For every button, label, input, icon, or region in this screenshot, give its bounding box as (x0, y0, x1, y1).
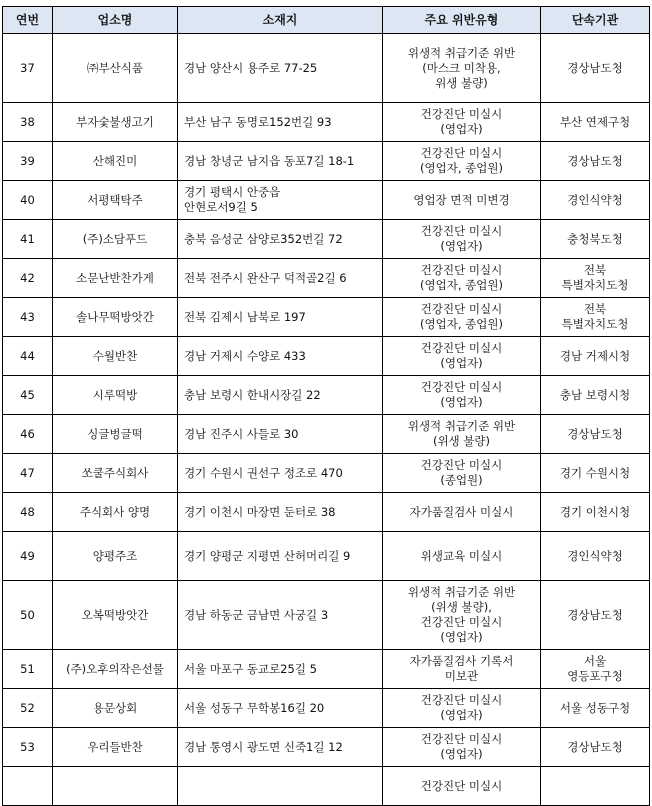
enforcement-agency (541, 767, 650, 806)
table-row (3, 337, 650, 376)
row-number: 50 (3, 581, 53, 650)
violation-type: 건강진단 미실시 (영업자) (383, 728, 541, 767)
address: 경남 양산시 용주로 77-25 (178, 34, 383, 103)
address: 전북 전주시 완산구 덕적골2길 6 (178, 259, 383, 298)
table-header-row (3, 7, 650, 34)
violation-type: 건강진단 미실시 (영업자, 종업원) (383, 298, 541, 337)
enforcement-agency: 경상남도청 (541, 34, 650, 103)
row-number: 46 (3, 415, 53, 454)
enforcement-agency: 경상남도청 (541, 581, 650, 650)
enforcement-agency: 전북 특별자치도청 (541, 259, 650, 298)
business-name: 소문난반찬가게 (53, 259, 178, 298)
violation-type: 위생적 취급기준 위반 (위생 불량), 건강진단 미실시 (영업자) (383, 581, 541, 650)
address: 경기 수원시 권선구 정조로 470 (178, 454, 383, 493)
row-number: 48 (3, 493, 53, 532)
address: 경기 이천시 마장면 둔터로 38 (178, 493, 383, 532)
row-number: 43 (3, 298, 53, 337)
business-name: 양평주조 (53, 532, 178, 581)
business-name (53, 767, 178, 806)
enforcement-agency: 충남 보령시청 (541, 376, 650, 415)
address: 충북 음성군 삼양로352번길 72 (178, 220, 383, 259)
table-row (3, 376, 650, 415)
address: 부산 남구 동명로152번길 93 (178, 103, 383, 142)
violation-type: 건강진단 미실시 (영업자) (383, 376, 541, 415)
table-row (3, 728, 650, 767)
business-name: 싱글벙글떡 (53, 415, 178, 454)
violation-type: 건강진단 미실시 (영업자, 종업원) (383, 259, 541, 298)
violation-table (2, 6, 650, 806)
business-name: 시루떡방 (53, 376, 178, 415)
row-number (3, 767, 53, 806)
violation-type: 위생교육 미실시 (383, 532, 541, 581)
table-row (3, 298, 650, 337)
violation-type: 건강진단 미실시 (영업자) (383, 337, 541, 376)
address: 서울 마포구 동교로25길 5 (178, 650, 383, 689)
business-name: 주식회사 양명 (53, 493, 178, 532)
address (178, 767, 383, 806)
violation-type: 건강진단 미실시 (383, 767, 541, 806)
table-row (3, 142, 650, 181)
violation-type: 위생적 취급기준 위반 (위생 불량) (383, 415, 541, 454)
table-row (3, 454, 650, 493)
row-number: 39 (3, 142, 53, 181)
address: 경남 창녕군 남지읍 동포7길 18-1 (178, 142, 383, 181)
violation-type: 건강진단 미실시 (영업자) (383, 689, 541, 728)
header-address: 소재지 (178, 7, 383, 34)
address: 경기 양평군 지평면 산허머리길 9 (178, 532, 383, 581)
enforcement-agency: 전북 특별자치도청 (541, 298, 650, 337)
row-number: 42 (3, 259, 53, 298)
business-name: 오복떡방앗간 (53, 581, 178, 650)
business-name: 수월반찬 (53, 337, 178, 376)
address: 서울 성동구 무학봉16길 20 (178, 689, 383, 728)
table-row (3, 493, 650, 532)
header-violation-type: 주요 위반유형 (383, 7, 541, 34)
business-name: 솔나무떡방앗간 (53, 298, 178, 337)
enforcement-agency: 부산 연제구청 (541, 103, 650, 142)
table-row (3, 650, 650, 689)
enforcement-agency: 경남 거제시청 (541, 337, 650, 376)
business-name: 우리들반찬 (53, 728, 178, 767)
address: 경남 통영시 광도면 신죽1길 12 (178, 728, 383, 767)
business-name: 용문상회 (53, 689, 178, 728)
row-number: 37 (3, 34, 53, 103)
header-number: 연번 (3, 7, 53, 34)
header-enforcement-agency: 단속기관 (541, 7, 650, 34)
row-number: 51 (3, 650, 53, 689)
enforcement-agency: 경기 수원시청 (541, 454, 650, 493)
row-number: 44 (3, 337, 53, 376)
table-row (3, 532, 650, 581)
row-number: 52 (3, 689, 53, 728)
table-row (3, 220, 650, 259)
address: 전북 김제시 남북로 197 (178, 298, 383, 337)
address: 경남 하동군 금남면 사궁길 3 (178, 581, 383, 650)
business-name: (주)소담푸드 (53, 220, 178, 259)
enforcement-agency: 충청북도청 (541, 220, 650, 259)
table-row (3, 103, 650, 142)
enforcement-agency: 경상남도청 (541, 142, 650, 181)
enforcement-agency: 경인식약청 (541, 181, 650, 220)
row-number: 38 (3, 103, 53, 142)
table-row (3, 767, 650, 806)
enforcement-agency: 경인식약청 (541, 532, 650, 581)
violation-type: 자가품질검사 미실시 (383, 493, 541, 532)
row-number: 45 (3, 376, 53, 415)
violation-type: 건강진단 미실시 (영업자) (383, 103, 541, 142)
row-number: 47 (3, 454, 53, 493)
violation-type: 위생적 취급기준 위반 (마스크 미착용, 위생 불량) (383, 34, 541, 103)
table-row (3, 259, 650, 298)
address: 경남 거제시 수양로 433 (178, 337, 383, 376)
address: 충남 보령시 한내시장길 22 (178, 376, 383, 415)
row-number: 41 (3, 220, 53, 259)
violation-type: 영업장 면적 미변경 (383, 181, 541, 220)
row-number: 49 (3, 532, 53, 581)
business-name: 부자숯불생고기 (53, 103, 178, 142)
violation-type: 건강진단 미실시 (영업자) (383, 220, 541, 259)
violation-type: 건강진단 미실시 (영업자, 종업원) (383, 142, 541, 181)
address: 경기 평택시 안중읍 안현로서9길 5 (178, 181, 383, 220)
table-row (3, 181, 650, 220)
business-name: ㈜부산식품 (53, 34, 178, 103)
enforcement-agency: 경상남도청 (541, 415, 650, 454)
violation-type: 자가품질검사 기록서 미보관 (383, 650, 541, 689)
business-name: 서평택탁주 (53, 181, 178, 220)
table-row (3, 34, 650, 103)
enforcement-agency: 경상남도청 (541, 728, 650, 767)
address: 경남 진주시 사들로 30 (178, 415, 383, 454)
enforcement-agency: 서울 성동구청 (541, 689, 650, 728)
row-number: 40 (3, 181, 53, 220)
table-row (3, 581, 650, 650)
enforcement-agency: 서울 영등포구청 (541, 650, 650, 689)
header-business-name: 업소명 (53, 7, 178, 34)
enforcement-agency: 경기 이천시청 (541, 493, 650, 532)
table-row (3, 689, 650, 728)
business-name: (주)오후의작은선물 (53, 650, 178, 689)
violation-type: 건강진단 미실시 (종업원) (383, 454, 541, 493)
business-name: 산해진미 (53, 142, 178, 181)
row-number: 53 (3, 728, 53, 767)
business-name: 쏘쿨주식회사 (53, 454, 178, 493)
table-row (3, 415, 650, 454)
